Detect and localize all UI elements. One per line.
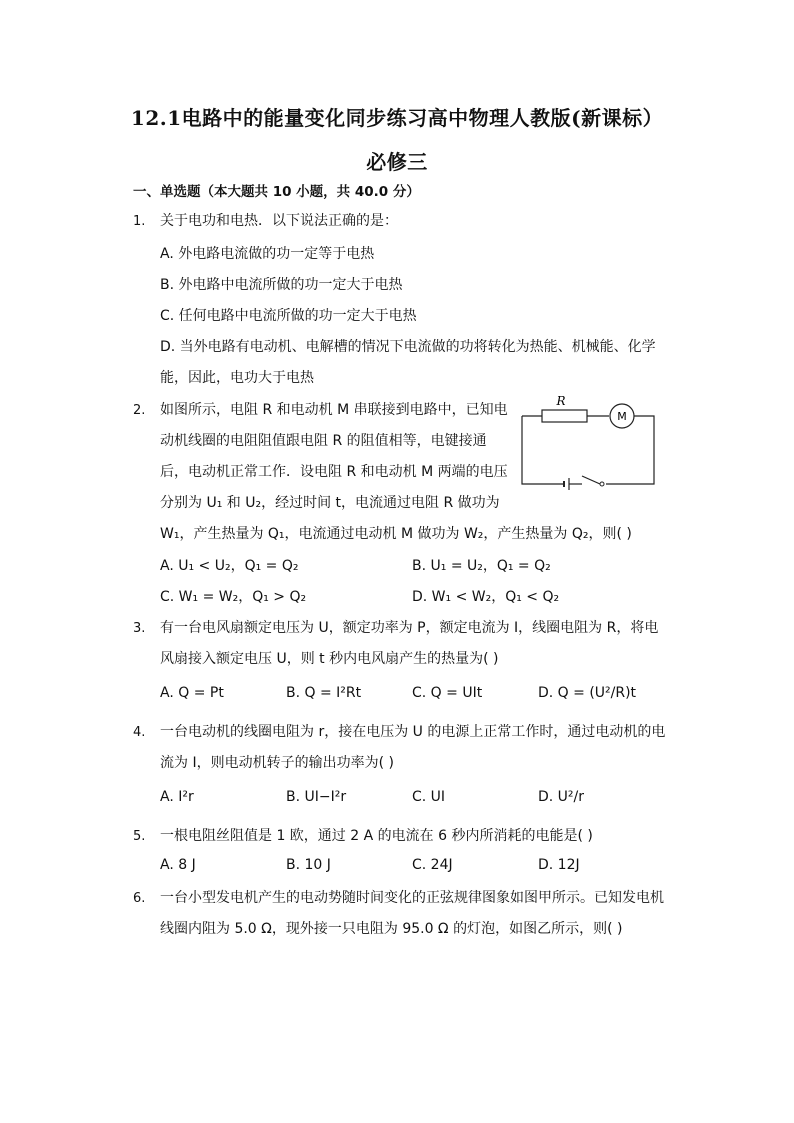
question-stem-line: 有一台电风扇额定电压为 U，额定功率为 P，额定电流为 I，线圈电阻为 R，将电 (160, 620, 659, 636)
option-a: A. Q = Pt (160, 685, 224, 701)
section-heading: 一、单选题（本大题共 10 小题，共 40.0 分） (133, 184, 420, 200)
option-c: C. Q = UIt (412, 685, 483, 701)
option-d: D. 12J (538, 857, 580, 873)
motor-label: M (617, 410, 627, 423)
question-number: 4. (133, 725, 146, 740)
option-d: D. 当外电路有电动机、电解槽的情况下电流做的功将转化为热能、机械能、化学 (160, 339, 656, 355)
question-stem-line: 如图所示，电阻 R 和电动机 M 串联接到电路中，已知电 (160, 402, 508, 418)
option-b: B. 10 J (286, 857, 331, 873)
question-stem: 关于电功和电热．以下说法正确的是： (160, 213, 398, 229)
option-d: D. Q = (U²/R)t (538, 685, 637, 701)
resistor-label: R (556, 394, 566, 408)
question-stem-line: W₁，产生热量为 Q₁，电流通过电动机 M 做功为 W₂，产生热量为 Q₂，则( ) (160, 526, 632, 542)
question-stem-line: 后，电动机正常工作．设电阻 R 和电动机 M 两端的电压 (160, 464, 508, 480)
option-c: C. 任何电路中电流所做的功一定大于电热 (160, 308, 417, 324)
question-stem-line: 一台小型发电机产生的电动势随时间变化的正弦规律图象如图甲所示。已知发电机 (160, 890, 664, 906)
question-number: 2. (133, 403, 146, 418)
resistor-symbol (542, 410, 587, 422)
document-title-line1: 12.1电路中的能量变化同步练习高中物理人教版(新课标） (130, 106, 664, 130)
document-title-line2: 必修三 (366, 150, 428, 174)
option-d-continued: 能，因此，电功大于电热 (160, 370, 314, 386)
switch-lever (582, 476, 600, 484)
option-a: A. U₁ < U₂，Q₁ = Q₂ (160, 558, 299, 574)
question-number: 5. (133, 829, 146, 844)
question-stem-line: 分别为 U₁ 和 U₂，经过时间 t，电流通过电阻 R 做功为 (160, 495, 500, 511)
question-stem-line: 一台电动机的线圈电阻为 r，接在电压为 U 的电源上正常工作时，通过电动机的电 (160, 724, 666, 740)
question-number: 1. (133, 214, 146, 229)
option-c: C. 24J (412, 857, 453, 873)
question-stem-line: 动机线圈的电阻阻值跟电阻 R 的阻值相等，电键接通 (160, 433, 487, 449)
option-b: B. 外电路中电流所做的功一定大于电热 (160, 277, 403, 293)
option-a: A. I²r (160, 789, 194, 805)
option-c: C. W₁ = W₂，Q₁ > Q₂ (160, 589, 307, 605)
option-b: B. UI−I²r (286, 789, 347, 805)
option-b: B. Q = I²Rt (286, 685, 362, 701)
question-number: 6. (133, 891, 146, 906)
question-stem-line: 线圈内阻为 5.0 Ω，现外接一只电阻为 95.0 Ω 的灯泡，如图乙所示，则( ) (160, 921, 623, 937)
question-stem-line: 流为 I，则电动机转子的输出功率为( ) (160, 755, 394, 771)
circuit-diagram (514, 392, 664, 492)
option-b: B. U₁ = U₂，Q₁ = Q₂ (412, 558, 551, 574)
option-a: A. 外电路电流做的功一定等于电热 (160, 246, 375, 262)
option-a: A. 8 J (160, 857, 196, 873)
option-d: D. W₁ < W₂，Q₁ < Q₂ (412, 589, 560, 605)
question-number: 3. (133, 621, 146, 636)
option-d: D. U²/r (538, 789, 585, 805)
question-stem-line: 一根电阻丝阻值是 1 欧，通过 2 A 的电流在 6 秒内所消耗的电能是( ) (160, 828, 593, 844)
question-stem-line: 风扇接入额定电压 U，则 t 秒内电风扇产生的热量为( ) (160, 651, 499, 667)
switch-contact (600, 482, 604, 486)
option-c: C. UI (412, 789, 446, 805)
